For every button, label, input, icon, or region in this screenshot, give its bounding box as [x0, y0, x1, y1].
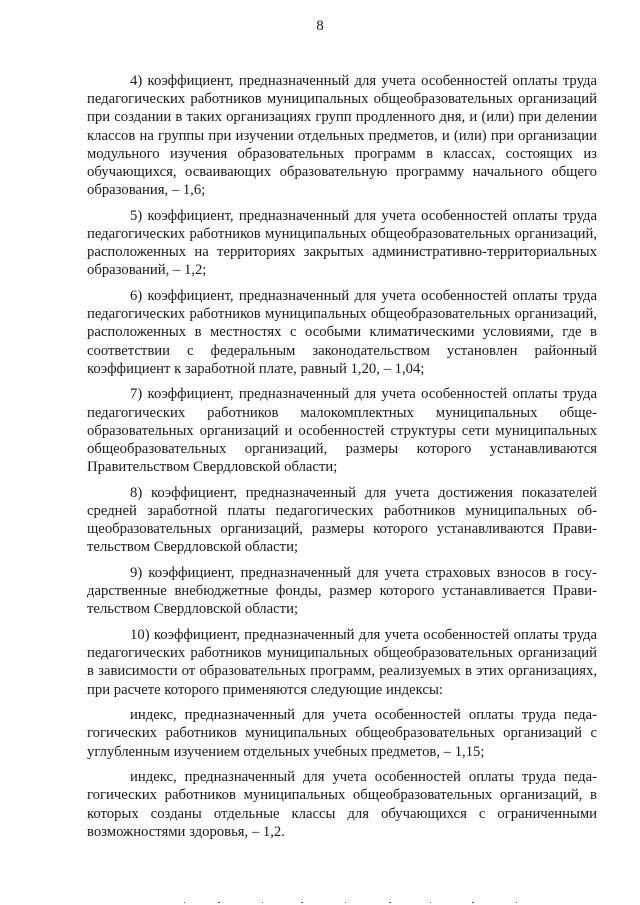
paragraph-item-6: 6) коэффициент, предназначенный для учета особенностей оплаты труда педагогических работников муниципальных общеобразовательных организаций, расположенных в местностях с особыми климатическими условиями, где в соответствии с федеральным законодательством установлен районный коэффициент к заработной плате, равный 1,20, – 1,04;: [87, 288, 597, 377]
scan-speck: [184, 902, 185, 903]
paragraph-index-advanced-study: индекс, предназначенный для учета особенностей оплаты труда педагогических работников муниципальных общеобразовательных организаций с углубленным изучением отдельных учебных предметов, – 1,15;: [87, 707, 597, 760]
paragraph-item-7: 7) коэффициент, предназначенный для учета особенностей оплаты труда педагогических работников малокомплектных муниципальных общеобразовательных организаций и особенностей структуры сети муниципальных общеобразовательных организаций, размеры которого устанавливаются Правительством Свердловской области;: [87, 386, 597, 476]
scan-speck: [345, 902, 346, 903]
scan-speck: [301, 902, 303, 903]
document-body: [87, 72, 597, 848]
paragraph-item-10: 10) коэффициент, предназначенный для учета особенностей оплаты труда педагогических работников муниципальных общеобразовательных организаций в зависимости от образовательных программ, реализуемых в этих организациях, при расчете которого применяются следующие индексы:: [87, 627, 597, 698]
scan-speck: [516, 902, 517, 903]
paragraph-item-5: 5) коэффициент, предназначенный для учета особенностей оплаты труда педагогических работников муниципальных общеобразовательных организаций, расположенных на территориях закрытых административно-территориальных образований, – 1,2;: [87, 207, 597, 279]
paragraph-index-special-needs: индекс, предназначенный для учета особенностей оплаты труда педагогических работников муниципальных общеобразовательных организаций, в которых созданы отдельные классы для обучающихся с ограниченными возможностями здоровья, – 1,2.: [87, 769, 597, 840]
scan-edge-marks: [0, 893, 640, 905]
scan-speck: [389, 902, 391, 903]
scan-speck: [430, 902, 431, 903]
paragraph-item-9: 9) коэффициент, предназначенный для учета страховых взносов в государственные внебюджетные фонды, размер которого устанавливается Правительством Свердловской области;: [87, 565, 597, 618]
paragraph-item-8: 8) коэффициент, предназначенный для учета достижения показателей средней заработной платы педагогических работников муниципальных общеобразовательных организаций, размеры которого устанавливаются Правительством Свердловской области;: [87, 484, 597, 556]
page-number: 8: [316, 18, 324, 34]
scan-speck: [262, 902, 263, 903]
paragraph-item-4: 4) коэффициент, предназначенный для учета особенностей оплаты труда педагогических работников муниципальных общеобразовательных организаций при создании в таких организациях групп продленного дня, и (или) при делении классов на группы при изучении отдельных предметов, и (или) при организации модульного изучения образовательных программ в классах, состоящих из обучающихся, осваивающих образовательную программу начального общего образования, – 1,6;: [87, 73, 597, 199]
scan-speck: [472, 902, 474, 903]
scan-speck: [218, 902, 220, 903]
